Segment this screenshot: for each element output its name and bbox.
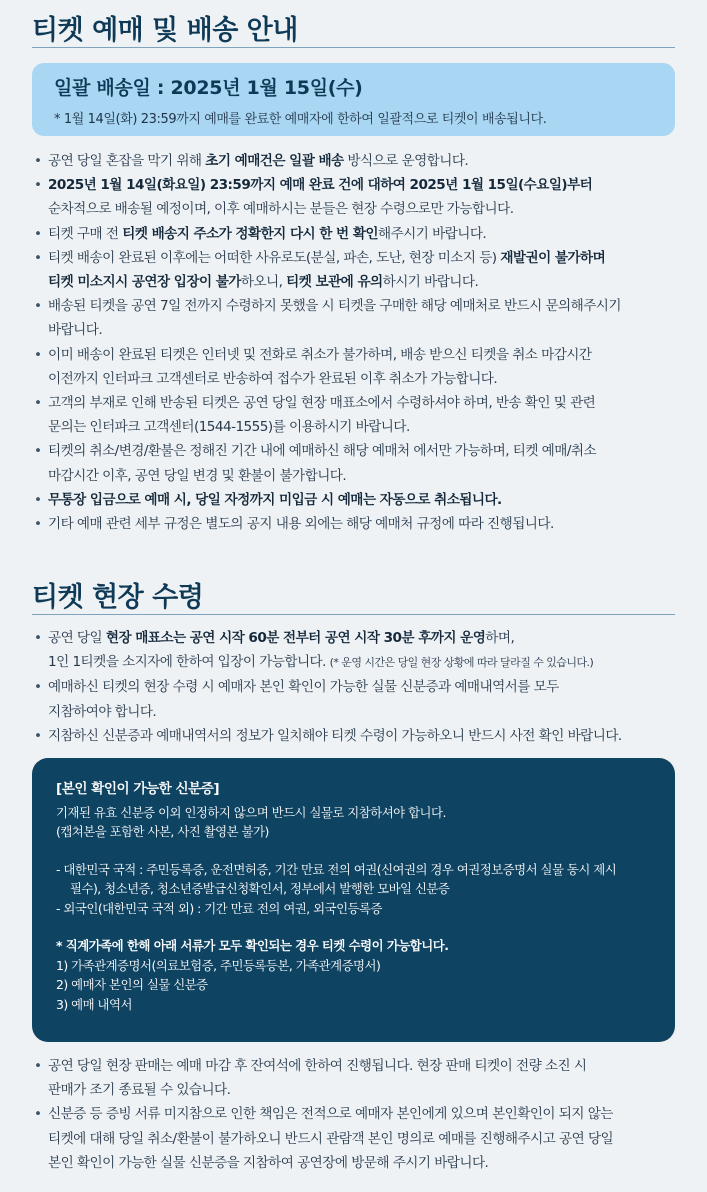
emphasized-text: 무통장 입금으로 예매 시, 당일 자정까지 미입금 시 예매는 자동으로 취소됩니다. bbox=[48, 491, 502, 508]
text-segment: 마감시간 이후, 공연 당일 변경 및 환불이 불가합니다. bbox=[48, 467, 347, 484]
section-title-pickup: 티켓 현장 수령 bbox=[32, 582, 204, 613]
booking-notice-list bbox=[32, 149, 682, 536]
list-item-line bbox=[48, 675, 682, 699]
list-item bbox=[32, 626, 682, 675]
list-item bbox=[32, 173, 682, 221]
section-divider bbox=[32, 47, 675, 48]
text-segment: 지참하여야 합니다. bbox=[48, 703, 157, 720]
text-segment: 이전까지 인터파크 고객센터로 반송하여 접수가 완료된 이후 취소가 가능합니다. bbox=[48, 370, 498, 387]
text-segment: 판매가 조기 종료될 수 있습니다. bbox=[48, 1082, 231, 1099]
text-segment: 이미 배송이 완료된 티켓은 인터넷 및 전화로 취소가 불가하며, 배송 받으신 티켓을 취소 마감시간 bbox=[48, 346, 592, 363]
list-item-line bbox=[48, 1151, 682, 1175]
text-segment: 고객의 부재로 인해 반송된 티켓은 공연 당일 현장 매표소에서 수령하셔야 하며, 반송 확인 및 관련 bbox=[48, 395, 596, 412]
list-item bbox=[32, 391, 682, 439]
delivery-date-banner bbox=[32, 63, 675, 136]
text-segment: 티켓 구매 전 bbox=[48, 225, 123, 242]
text-segment: 하시기 바랍니다. bbox=[382, 274, 479, 291]
list-item-line bbox=[48, 650, 682, 675]
emphasized-text: 티켓 배송지 주소가 정확한지 다시 한 번 확인 bbox=[122, 225, 378, 242]
list-item-line bbox=[48, 488, 682, 512]
pickup-notice-list bbox=[32, 626, 682, 748]
list-item-line bbox=[48, 1054, 682, 1078]
list-item bbox=[32, 294, 682, 342]
list-item-line bbox=[48, 343, 682, 367]
list-item-line bbox=[48, 246, 682, 270]
text-segment: 바랍니다. bbox=[48, 322, 103, 339]
list-item-line bbox=[48, 724, 682, 748]
list-item-line bbox=[48, 391, 682, 415]
valid-id-intro: 기재된 유효 신분증 이외 인정하지 않으며 반드시 실물로 지참하셔야 합니다. bbox=[56, 804, 446, 820]
text-segment: 문의는 인터파크 고객센터(1544-1555)를 이용하시기 바랍니다. bbox=[48, 419, 410, 436]
list-item bbox=[32, 246, 682, 294]
list-item-line bbox=[48, 512, 682, 536]
list-item-line bbox=[48, 367, 682, 391]
emphasized-text: 티켓 미소지시 공연장 입장이 불가 bbox=[48, 274, 241, 291]
text-segment: 배송된 티켓을 공연 7일 전까지 수령하지 못했을 시 티켓을 구매한 해당 예매처로 반드시 문의해주시기 bbox=[48, 298, 621, 315]
list-item-line bbox=[48, 1078, 682, 1102]
foreign-id-list: - 외국인(대한민국 국적 외) : 기간 만료 전의 여권, 외국인등록증 bbox=[56, 900, 382, 916]
emphasized-text: 티켓 보관에 유의 bbox=[286, 274, 383, 291]
text-segment: 티켓 배송이 완료된 이후에는 어떠한 사유로도(분실, 파손, 도난, 현장 미소지 등) bbox=[48, 249, 501, 266]
list-item bbox=[32, 343, 682, 391]
text-segment: 하며, bbox=[485, 630, 515, 646]
list-item-line bbox=[48, 294, 682, 318]
list-item bbox=[32, 512, 682, 536]
list-item-line bbox=[48, 173, 682, 197]
pickup-extra-notice-list bbox=[32, 1054, 682, 1175]
valid-id-title: [본인 확인이 가능한 신분증] bbox=[56, 781, 220, 797]
text-segment: 본인 확인이 가능한 실물 신분증을 지참하여 공연장에 방문해 주시기 바랍니다. bbox=[48, 1154, 489, 1171]
text-segment: 해주시기 바랍니다. bbox=[377, 225, 487, 242]
list-item bbox=[32, 675, 682, 723]
family-doc-item: 1) 가족관계증명서(의료보험증, 주민등록등본, 가족관계증명서) bbox=[56, 957, 381, 973]
emphasized-text: 2025년 1월 14일(화요일) 23:59까지 예매 완료 건에 대하여 2025년 1월 15일(수요일)부터 bbox=[48, 177, 593, 194]
text-segment: 예매하신 티켓의 현장 수령 시 예매자 본인 확인이 가능한 실물 신분증과 예매내역서를 모두 bbox=[48, 679, 559, 696]
emphasized-text: 현장 매표소는 공연 시작 60분 전부터 공연 시작 30분 후까지 운영 bbox=[105, 630, 486, 646]
text-segment: 하오니, bbox=[240, 274, 287, 291]
delivery-date-note: * 1월 14일(화) 23:59까지 예매를 완료한 예매자에 한하여 일괄적으로 티켓이 배송됩니다. bbox=[54, 112, 547, 127]
text-segment: 공연 당일 혼잡을 막기 위해 bbox=[48, 153, 206, 169]
list-item-line bbox=[48, 415, 682, 439]
small-note-text: (* 운영 시간은 당일 현장 상황에 따라 달라질 수 있습니다.) bbox=[329, 656, 594, 670]
list-item-line bbox=[48, 464, 682, 488]
section-title-booking: 티켓 예매 및 배송 안내 bbox=[32, 15, 298, 46]
text-segment: 공연 당일 현장 판매는 예매 마감 후 잔여석에 한하여 진행됩니다. 현장 판매 티켓이 전량 소진 시 bbox=[48, 1058, 587, 1074]
list-item-line bbox=[48, 439, 682, 463]
korean-id-list: - 대한민국 국적 : 주민등록증, 운전면허증, 기간 만료 전의 여권(신여권의 경우 여권정보증명서 실물 동시 제시 bbox=[56, 861, 617, 877]
text-segment: 순차적으로 배송될 예정이며, 이후 예매하시는 분들은 현장 수령으로만 가능합니다. bbox=[48, 201, 514, 218]
family-pickup-note: * 직계가족에 한해 아래 서류가 모두 확인되는 경우 티켓 수령이 가능합니다. bbox=[56, 938, 449, 953]
valid-id-box bbox=[32, 758, 675, 1042]
list-item-line bbox=[48, 1127, 682, 1151]
list-item bbox=[32, 439, 682, 487]
list-item bbox=[32, 1102, 682, 1175]
list-item-line bbox=[48, 149, 682, 173]
text-segment: 기타 예매 관련 세부 규정은 별도의 공지 내용 외에는 해당 예매처 규정에 따라 진행됩니다. bbox=[48, 516, 554, 533]
family-doc-item: 3) 예매 내역서 bbox=[56, 996, 132, 1012]
text-segment: 1인 1티켓을 소지자에 한하여 입장이 가능합니다. bbox=[48, 654, 330, 671]
list-item-line bbox=[48, 626, 682, 650]
text-segment: 티켓의 취소/변경/환불은 정해진 기간 내에 예매하신 해당 예매처 에서만 가능하며, 티켓 예매/취소 bbox=[48, 443, 597, 460]
list-item bbox=[32, 222, 682, 246]
list-item-line bbox=[48, 1102, 682, 1126]
delivery-date-title: 일괄 배송일 : 2025년 1월 15일(수) bbox=[54, 77, 363, 99]
text-segment: 신분증 등 증빙 서류 미지참으로 인한 책임은 전적으로 예매자 본인에게 있으며 본인확인이 되지 않는 bbox=[48, 1106, 613, 1123]
list-item bbox=[32, 1054, 682, 1102]
list-item-line bbox=[48, 270, 682, 294]
list-item-line bbox=[48, 222, 682, 246]
emphasized-text: 초기 예매건은 일괄 배송 bbox=[205, 153, 344, 169]
list-item bbox=[32, 488, 682, 512]
list-item-line bbox=[48, 318, 682, 342]
emphasized-text: 재발권이 불가하며 bbox=[500, 249, 606, 266]
list-item-line bbox=[48, 700, 682, 724]
list-item-line bbox=[48, 197, 682, 221]
section-divider bbox=[32, 614, 675, 615]
korean-id-list-cont: 필수), 청소년증, 청소년증발급신청확인서, 정부에서 발행한 모바일 신분증 bbox=[70, 881, 450, 896]
text-segment: 티켓에 대해 당일 취소/환불이 불가하오니 반드시 관람객 본인 명의로 예매를 진행해주시고 공연 당일 bbox=[48, 1130, 614, 1147]
list-item bbox=[32, 724, 682, 748]
text-segment: 방식으로 운영합니다. bbox=[343, 153, 469, 169]
text-segment: 공연 당일 bbox=[48, 630, 106, 646]
list-item bbox=[32, 149, 682, 173]
valid-id-intro-note: (캡쳐본을 포함한 사본, 사진 촬영본 불가) bbox=[56, 824, 269, 839]
text-segment: 지참하신 신분증과 예매내역서의 정보가 일치해야 티켓 수령이 가능하오니 반드시 사전 확인 바랍니다. bbox=[48, 727, 622, 744]
family-doc-item: 2) 예매자 본인의 실물 신분증 bbox=[56, 977, 208, 992]
